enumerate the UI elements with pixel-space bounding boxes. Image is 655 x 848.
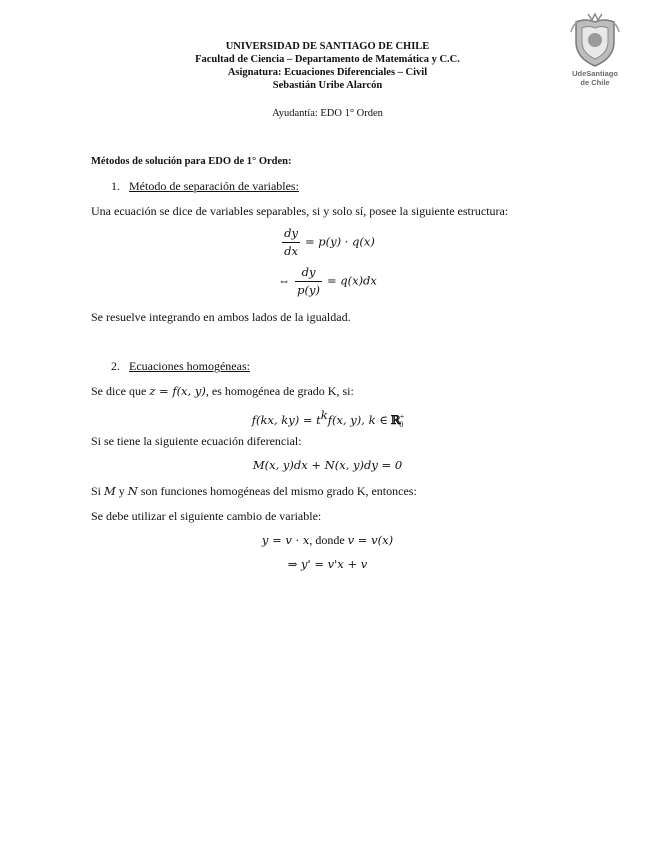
- homog-exponent: k: [320, 408, 328, 422]
- equation-derivative: [0, 557, 655, 572]
- equation-rhs: = p(y) · q(x): [304, 234, 375, 249]
- definition-math: z = f(x, y): [149, 384, 206, 398]
- equation-change-variable: [0, 533, 655, 548]
- method2-line3: [91, 484, 417, 499]
- subject-name: Asignatura: Ecuaciones Diferenciales – Civil: [227, 67, 428, 78]
- faculty-name: Facultad de Ciencia – Departamento de Matemática y C.C.: [195, 54, 460, 65]
- line3-text-b: y: [118, 484, 125, 498]
- homog-rest: f(x, y), k ∈: [327, 413, 388, 427]
- fraction-denominator: dx: [284, 244, 298, 258]
- method2-title: Ecuaciones homogéneas:: [129, 359, 250, 373]
- homog-lhs: f(kx, ky) = t: [251, 413, 321, 427]
- equation-differential: [0, 458, 655, 473]
- method1-title: Método de separación de variables:: [129, 179, 299, 193]
- fraction-dy-py: [295, 265, 322, 298]
- method1-number: 1.: [111, 179, 120, 193]
- fraction-numerator: dy: [295, 265, 322, 282]
- logo-text-line1: UdeSantiago: [572, 69, 618, 78]
- method1-conclusion: Se resuelve integrando en ambos lados de la igualdad.: [91, 310, 351, 324]
- equation-separated: [0, 265, 655, 298]
- definition-text-b: , es homogénea de grado K, si:: [205, 384, 354, 398]
- method2-definition: [91, 384, 354, 399]
- change-b: , donde: [309, 533, 345, 547]
- university-name: UNIVERSIDAD DE SANTIAGO DE CHILE: [225, 41, 430, 52]
- line3-text-c: son funciones homogéneas del mismo grado K, entonces:: [140, 484, 417, 498]
- fraction-numerator: dy: [282, 226, 300, 243]
- fraction-dy-dx: [282, 226, 300, 259]
- author-name: Sebastián Uribe Alarcón: [272, 80, 383, 91]
- fraction-denominator: p(y): [297, 283, 320, 297]
- document-subtitle: Ayudantía: EDO 1° Orden: [272, 108, 383, 119]
- change-a: y = v · x: [261, 533, 310, 547]
- line3-m: M: [104, 484, 116, 498]
- real-set-symbol: ℝ: [390, 413, 401, 427]
- section-title: Métodos de solución para EDO de 1° Orden:: [91, 156, 292, 167]
- method1-intro: Una ecuación se dice de variables separables, si y solo sí, posee la siguiente estructura:: [91, 204, 509, 218]
- equation-homogeneous: [0, 408, 655, 429]
- equivalence-symbol: ⇔: [278, 273, 291, 288]
- method2-line2: Si se tiene la siguiente ecuación diferencial:: [91, 434, 302, 448]
- method2-line4: Se debe utilizar el siguiente cambio de variable:: [91, 509, 322, 523]
- derivative-equation: ⇒ y' = v'x + v: [287, 557, 368, 571]
- real-set-sup: +: [399, 412, 405, 421]
- line3-n: N: [127, 484, 138, 498]
- method1-heading: [111, 179, 299, 194]
- change-c: v = v(x): [347, 533, 394, 547]
- document-header: [0, 40, 655, 92]
- differential-equation: M(x, y)dx + N(x, y)dy = 0: [252, 458, 403, 472]
- line3-text-a: Si: [91, 484, 102, 498]
- equation-rhs: = q(x)dx: [326, 273, 377, 288]
- method2-heading: [111, 359, 250, 374]
- logo-text-line2: de Chile: [580, 78, 610, 87]
- definition-text-a: Se dice que: [91, 384, 147, 398]
- real-set-sub: 0: [399, 420, 404, 430]
- equation-separable: [0, 226, 655, 259]
- method2-number: 2.: [111, 359, 120, 373]
